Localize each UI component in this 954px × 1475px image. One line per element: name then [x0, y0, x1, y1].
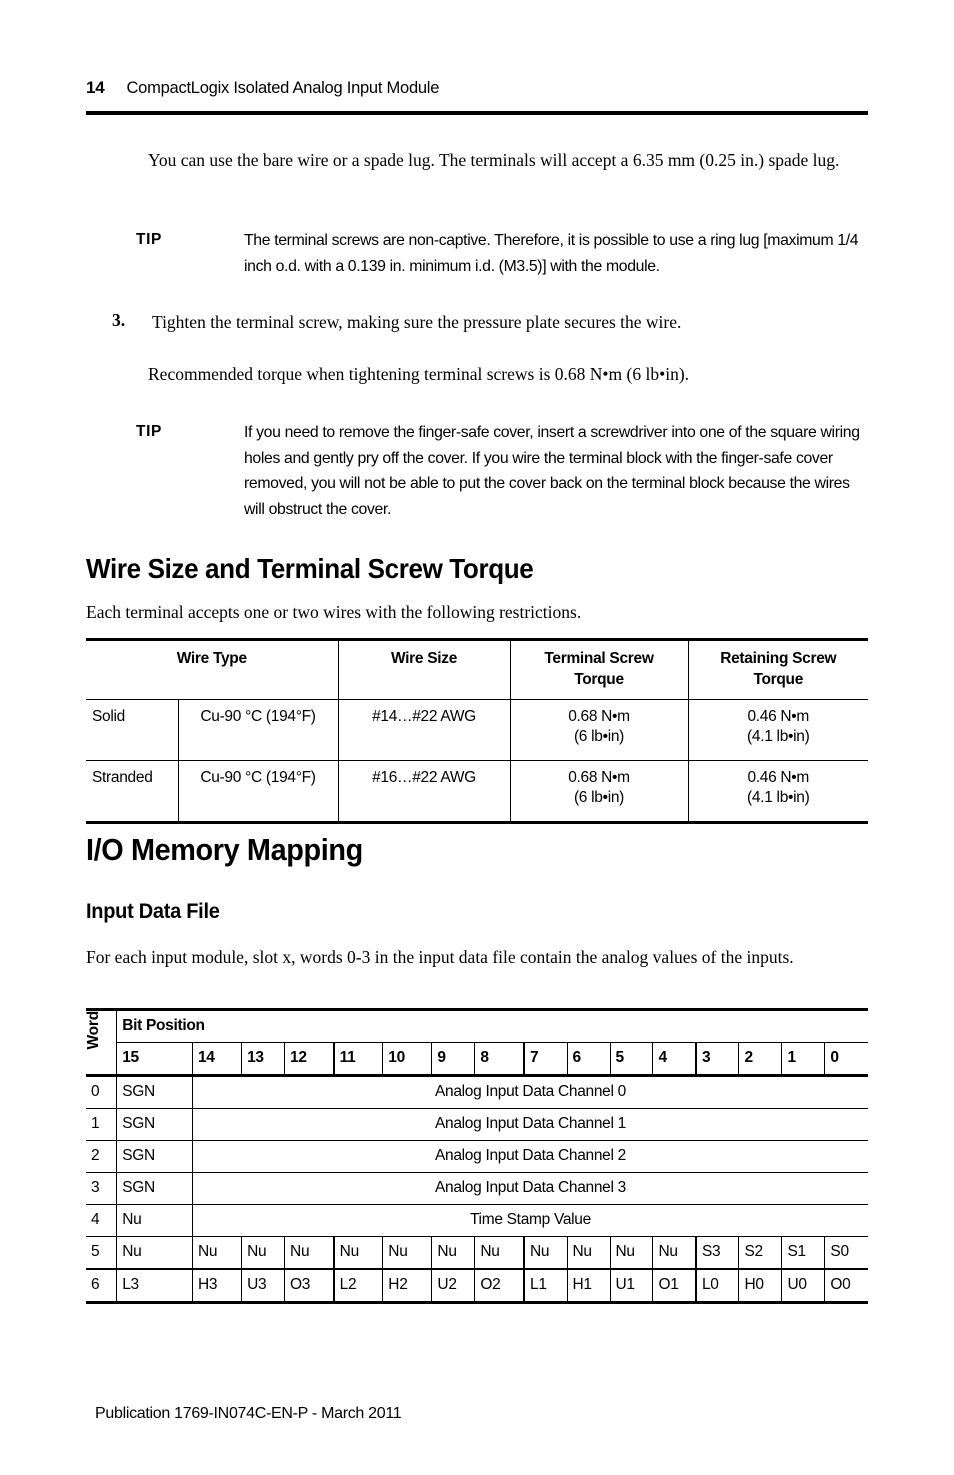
tip-block-2 [136, 420, 871, 522]
cell-bit-value: Nu [117, 1237, 193, 1270]
cell-bit-value: L3 [117, 1269, 193, 1303]
table-row [86, 1141, 868, 1173]
cell-bit-value: H1 [567, 1269, 610, 1303]
memory-section-heading: I/O Memory Mapping [86, 832, 363, 867]
cell-bit-value: U3 [242, 1269, 285, 1303]
step-3 [112, 310, 870, 335]
cell-bit-value: Nu [524, 1237, 567, 1270]
col-header-retaining-screw-torque [688, 640, 868, 700]
cell-bit-value: Nu [285, 1237, 334, 1270]
cell-bit-15: SGN [117, 1109, 193, 1141]
tip-text: The terminal screws are non-captive. Therefore, it is possible to use a ring lug [maximum 1/4 inch o.d. with a 0.139 in. minimum i.d. (M3.5)] with the module. [244, 232, 859, 275]
torque-imperial: (4.1 lb•in) [747, 728, 810, 745]
table-row [86, 700, 868, 761]
cell-bit-value: S1 [782, 1237, 825, 1270]
cell-bit-value: S3 [696, 1237, 739, 1270]
table-row [86, 1109, 868, 1141]
cell-bit-value: O2 [475, 1269, 524, 1303]
cell-bit-value: O0 [825, 1269, 868, 1303]
intro-paragraph: You can use the bare wire or a spade lug. The terminals will accept a 6.35 mm (0.25 in.) spade lug. [148, 150, 840, 170]
tip-label: TIP [136, 231, 162, 248]
torque-imperial: (4.1 lb•in) [747, 789, 810, 806]
bit-number-header: 10 [383, 1043, 432, 1076]
cell-word-index: 3 [86, 1173, 117, 1205]
cell-wire-material: Cu-90 °C (194°F) [178, 700, 338, 761]
cell-wire-type: Stranded [86, 761, 178, 823]
col-header-terminal-screw-torque [510, 640, 688, 700]
col-header-line1: Terminal Screw [544, 650, 654, 667]
cell-bit-value: Nu [475, 1237, 524, 1270]
cell-wire-type: Solid [86, 700, 178, 761]
cell-bit-15: SGN [117, 1076, 193, 1109]
table-row [86, 1205, 868, 1237]
bit-number-header: 5 [610, 1043, 653, 1076]
page-number: 14 [86, 78, 105, 97]
col-header-line1: Retaining Screw [720, 650, 837, 667]
cell-data-span-label: Time Stamp Value [192, 1205, 868, 1237]
tip-block-1 [136, 228, 871, 279]
input-data-file-table [86, 1008, 868, 1304]
torque-imperial: (6 lb•in) [573, 789, 625, 806]
wire-size-table [86, 638, 868, 824]
bit-number-header: 12 [285, 1043, 334, 1076]
torque-si: 0.46 N•m [747, 769, 810, 786]
torque-si: 0.68 N•m [568, 769, 630, 786]
cell-bit-value: Nu [610, 1237, 653, 1270]
table-row [86, 1269, 868, 1303]
cell-bit-value: U1 [610, 1269, 653, 1303]
col-header-line2: Torque [753, 671, 804, 688]
cell-word-index: 2 [86, 1141, 117, 1173]
header-divider [86, 111, 868, 115]
cell-bit-15: SGN [117, 1173, 193, 1205]
word-column-label: Word [85, 1011, 102, 1050]
table-row [86, 1237, 868, 1270]
cell-wire-size: #14…#22 AWG [338, 700, 510, 761]
table-row [86, 1173, 868, 1205]
table-header-row-bit-position [86, 1010, 868, 1043]
cell-bit-value: Nu [334, 1237, 383, 1270]
cell-bit-15: SGN [117, 1141, 193, 1173]
cell-bit-value: Nu [192, 1237, 241, 1270]
cell-bit-value: H3 [192, 1269, 241, 1303]
col-header-line2: Torque [574, 671, 624, 688]
bit-number-header: 6 [567, 1043, 610, 1076]
cell-retaining-torque [688, 761, 868, 823]
cell-word-index: 1 [86, 1109, 117, 1141]
cell-bit-value: Nu [432, 1237, 475, 1270]
cell-bit-value: Nu [653, 1237, 696, 1270]
cell-word-index: 4 [86, 1205, 117, 1237]
cell-data-span-label: Analog Input Data Channel 0 [192, 1076, 868, 1109]
table-row [86, 761, 868, 823]
cell-word-index: 0 [86, 1076, 117, 1109]
table-row [86, 1076, 868, 1109]
bit-number-header: 9 [432, 1043, 475, 1076]
cell-data-span-label: Analog Input Data Channel 2 [192, 1141, 868, 1173]
wire-section-intro: Each terminal accepts one or two wires with the following restrictions. [86, 602, 582, 622]
cell-bit-value: Nu [383, 1237, 432, 1270]
cell-wire-material: Cu-90 °C (194°F) [178, 761, 338, 823]
memory-section-subheading: Input Data File [86, 899, 220, 923]
torque-note: Recommended torque when tightening terminal screws is 0.68 N•m (6 lb•in). [148, 364, 690, 384]
cell-bit-value: Nu [242, 1237, 285, 1270]
cell-bit-value: H0 [739, 1269, 782, 1303]
word-column-header [86, 1010, 117, 1076]
bit-number-header: 13 [242, 1043, 285, 1076]
bit-number-header: 0 [825, 1043, 868, 1076]
bit-number-header: 8 [475, 1043, 524, 1076]
cell-bit-value: U2 [432, 1269, 475, 1303]
cell-bit-value: H2 [383, 1269, 432, 1303]
cell-bit-value: O3 [285, 1269, 334, 1303]
cell-bit-value: Nu [567, 1237, 610, 1270]
bit-number-header: 3 [696, 1043, 739, 1076]
running-header [86, 78, 868, 98]
cell-terminal-torque [510, 761, 688, 823]
cell-wire-size: #16…#22 AWG [338, 761, 510, 823]
bit-number-header: 1 [782, 1043, 825, 1076]
tip-label: TIP [136, 423, 162, 440]
cell-bit-value: U0 [782, 1269, 825, 1303]
cell-data-span-label: Analog Input Data Channel 1 [192, 1109, 868, 1141]
bit-number-header: 14 [192, 1043, 241, 1076]
bit-number-header: 7 [524, 1043, 567, 1076]
tip-text: If you need to remove the finger-safe cover, insert a screwdriver into one of the square wiring holes and gently pry off the cover. If you wire the terminal block with the finger-safe cover removed, you will not be able to put the cover back on the terminal block because the wires will obstruct the cover. [244, 424, 860, 518]
cell-bit-15: Nu [117, 1205, 193, 1237]
cell-bit-value: L2 [334, 1269, 383, 1303]
publication-footer: Publication 1769-IN074C-EN-P - March 2011 [95, 1405, 402, 1422]
torque-si: 0.68 N•m [568, 708, 630, 725]
bit-number-header: 2 [739, 1043, 782, 1076]
torque-si: 0.46 N•m [747, 708, 810, 725]
memory-section-intro: For each input module, slot x, words 0-3 in the input data file contain the analog values of the inputs. [86, 947, 794, 967]
cell-terminal-torque [510, 700, 688, 761]
table-header-row [86, 640, 868, 700]
col-header-wire-size: Wire Size [338, 640, 510, 700]
cell-retaining-torque [688, 700, 868, 761]
document-title: CompactLogix Isolated Analog Input Module [126, 79, 440, 97]
cell-bit-value: L1 [524, 1269, 567, 1303]
step-text: Tighten the terminal screw, making sure the pressure plate secures the wire. [152, 312, 682, 332]
wire-section-heading: Wire Size and Terminal Screw Torque [86, 553, 534, 584]
cell-bit-value: L0 [696, 1269, 739, 1303]
bit-number-header: 11 [334, 1043, 383, 1076]
bit-position-header: Bit Position [117, 1010, 868, 1043]
cell-data-span-label: Analog Input Data Channel 3 [192, 1173, 868, 1205]
cell-bit-value: S2 [739, 1237, 782, 1270]
cell-word-index: 6 [86, 1269, 117, 1303]
step-number: 3. [112, 310, 126, 330]
bit-number-header: 4 [653, 1043, 696, 1076]
cell-bit-value: O1 [653, 1269, 696, 1303]
bit-number-header: 15 [117, 1043, 193, 1076]
cell-word-index: 5 [86, 1237, 117, 1270]
cell-bit-value: S0 [825, 1237, 868, 1270]
table-header-row-bit-numbers [86, 1043, 868, 1076]
torque-imperial: (6 lb•in) [573, 728, 625, 745]
col-header-wire-type: Wire Type [86, 640, 338, 700]
